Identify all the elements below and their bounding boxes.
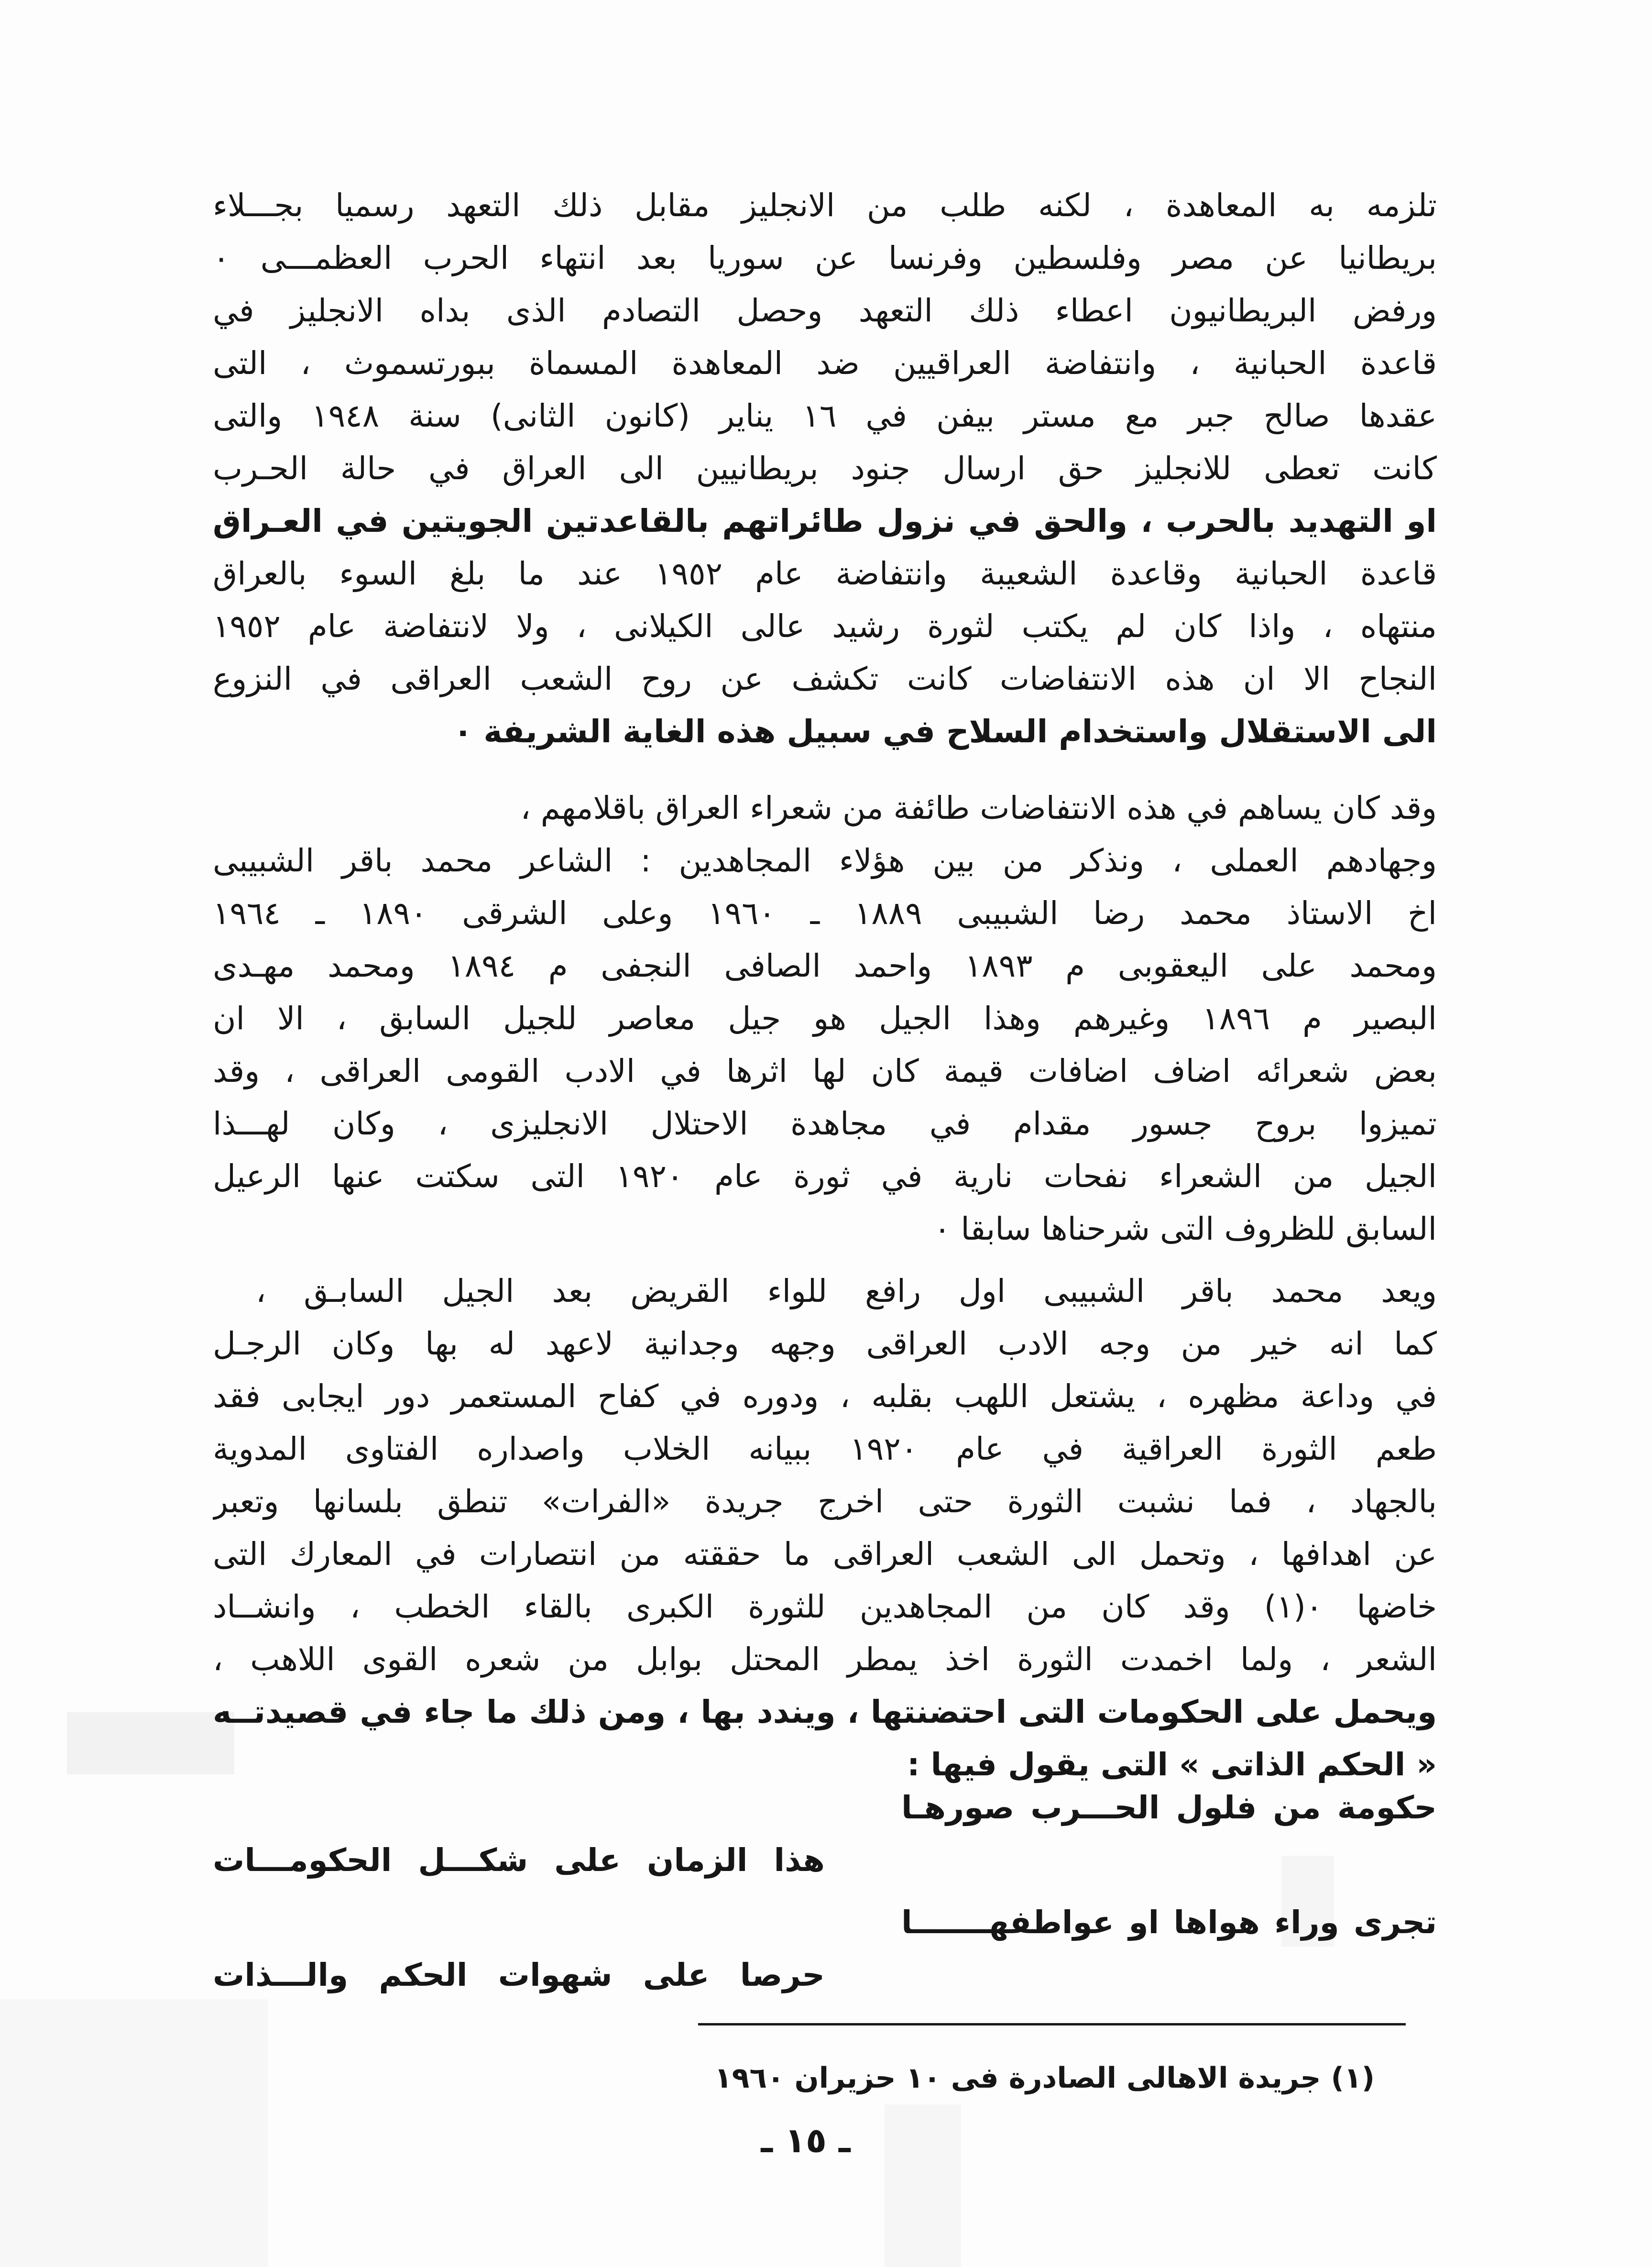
text-line: في وداعة مظهره ، يشتعل اللهب بقلبه ، ودوره في كفاح المستعمر دور ايجابى فقد xyxy=(213,1378,1437,1415)
text-line: بريطانيا عن مصر وفلسطين وفرنسا عن سوريا بعد انتهاء الحرب العظمـــى ٠ xyxy=(213,240,1437,276)
text-line: خاضها ٠(١) وقد كان من المجاهدين للثورة الكبرى بالقاء الخطب ، وانشــاد xyxy=(213,1588,1437,1625)
text-line: النجاح الا ان هذه الانتفاضات كانت تكشف عن روح الشعب العراقى في النزوع xyxy=(213,660,1437,697)
text-line: ويحمل على الحكومات التى احتضنتها ، ويندد بها ، ومن ذلك ما جاء في قصيدتــه xyxy=(213,1694,1437,1730)
page-number: ـ ١٥ ـ xyxy=(761,2120,851,2160)
poem-hemistich: تجرى وراء هواها او عواطفهـــــــا xyxy=(901,1904,1437,1941)
text-line: الجيل من الشعراء نفحات نارية في ثورة عام ١٩٢٠ التى سكتت عنها الرعيل xyxy=(213,1158,1437,1195)
text-line: بعض شعرائه اضاف اضافات قيمة كان لها اثرها في الادب القومى العراقى ، وقد xyxy=(213,1053,1437,1089)
paragraph-2 xyxy=(213,784,1437,1263)
text-line: وقد كان يساهم في هذه الانتفاضات طائفة من شعراء العراق باقلامهم ، xyxy=(520,790,1437,826)
paragraph-3 xyxy=(213,1267,1437,1803)
text-line: ورفض البريطانيون اعطاء ذلك التعهد وحصل التصادم الذى بداه الانجليز في xyxy=(213,292,1437,329)
text-line: ومحمد على اليعقوبى م ١٨٩٣ واحمد الصافى النجفى م ١٨٩٤ ومحمد مهـدى xyxy=(213,947,1437,984)
text-line: وجهادهم العملى ، ونذكر من بين هؤلاء المجاهدين : الشاعر محمد باقر الشبيبى xyxy=(213,842,1437,879)
scan-smudge xyxy=(885,2104,961,2267)
text-line: طعم الثورة العراقية في عام ١٩٢٠ ببيانه الخلاب واصداره الفتاوى المدوية xyxy=(213,1431,1437,1467)
scan-smudge xyxy=(67,1712,234,1774)
text-line: الشعر ، ولما اخمدت الثورة اخذ يمطر المحتل بوابل من شعره القوى اللاهب ، xyxy=(213,1641,1437,1678)
footnote: (١) جريدة الاهالى الصادرة فى ١٠ حزيران ١٩٦٠ xyxy=(714,2061,1375,2095)
text-line: السابق للظروف التى شرحناها سابقا ٠ xyxy=(933,1211,1437,1247)
poem-hemistich: حرصا على شهوات الحكم والـــذات xyxy=(213,1957,825,1993)
text-line: الى الاستقلال واستخدام السلاح في سبيل هذه الغاية الشريفة ٠ xyxy=(453,713,1437,750)
text-line: « الحكم الذاتى » التى يقول فيها : xyxy=(907,1746,1437,1783)
text-line: قاعدة الحبانية ، وانتفاضة العراقيين ضد المعاهدة المسماة ببورتسموث ، التى xyxy=(213,345,1437,382)
text-line: كما انه خير من وجه الادب العراقى وجهه وجدانية لاعهد له بها وكان الرجـل xyxy=(213,1325,1437,1362)
paragraph-1 xyxy=(213,182,1437,765)
text-line: عقدها صالح جبر مع مستر بيفن في ١٦ يناير (كانون الثانى) سنة ١٩٤٨ والتى xyxy=(213,397,1437,434)
footnote-divider xyxy=(698,2023,1406,2025)
text-line: اخ الاستاذ محمد رضا الشبيبى ١٨٨٩ ـ ١٩٦٠ وعلى الشرقى ١٨٩٠ ـ ١٩٦٤ xyxy=(213,895,1437,932)
text-line: ويعد محمد باقر الشبيبى اول رافع للواء القريض بعد الجيل السابـق ، xyxy=(256,1273,1437,1310)
text-line: قاعدة الحبانية وقاعدة الشعيبة وانتفاضة عام ١٩٥٢ عند ما بلغ السوء بالعراق xyxy=(213,555,1437,592)
scan-smudge xyxy=(0,1999,268,2267)
poem-hemistich: هذا الزمان على شكـــل الحكومـــات xyxy=(213,1842,825,1879)
text-line: بالجهاد ، فما نشبت الثورة حتى اخرج جريدة «الفرات» تنطق بلسانها وتعبر xyxy=(213,1483,1437,1520)
text-line: تلزمه به المعاهدة ، لكنه طلب من الانجليز مقابل ذلك التعهد رسميا بجـــلاء xyxy=(213,187,1437,224)
poem-hemistich: حكومة من فلول الحـــرب صورهـا xyxy=(901,1789,1437,1826)
text-line: او التهديد بالحرب ، والحق في نزول طائراتهم بالقاعدتين الجويتين في العـراق xyxy=(213,503,1437,539)
text-line: تميزوا بروح جسور مقدام في مجاهدة الاحتلال الانجليزى ، وكان لهـــذا xyxy=(213,1105,1437,1142)
text-line: منتهاه ، واذا كان لم يكتب لثورة رشيد عالى الكيلانى ، ولا لانتفاضة عام ١٩٥٢ xyxy=(213,608,1437,645)
text-line: عن اهدافها ، وتحمل الى الشعب العراقى ما حققته من انتصارات في المعارك التى xyxy=(213,1536,1437,1573)
text-line: البصير م ١٨٩٦ وغيرهم وهذا الجيل هو جيل معاصر للجيل السابق ، الا ان xyxy=(213,1000,1437,1037)
text-line: كانت تعطى للانجليز حق ارسال جنود بريطانيين الى العراق في حالة الحـرب xyxy=(213,450,1437,487)
